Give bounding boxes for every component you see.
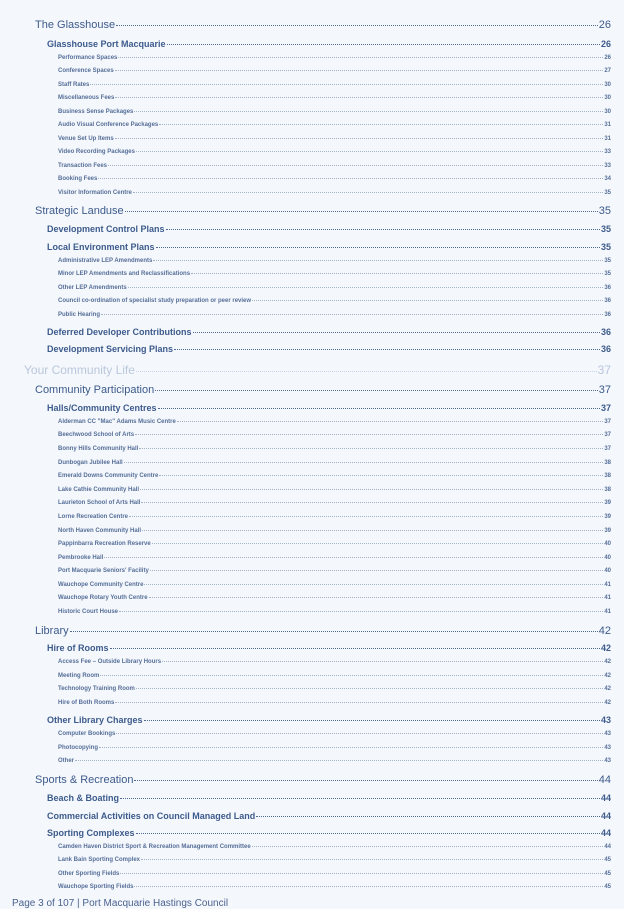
- toc-entry-page-number: 43: [600, 715, 611, 725]
- toc-entry-level-3[interactable]: [58, 528, 611, 534]
- toc-entry-page-number: 43: [604, 731, 611, 737]
- toc-entry-level-3[interactable]: [58, 285, 611, 291]
- toc-dot-leader: [136, 151, 603, 152]
- toc-entry-page-number: 39: [604, 528, 611, 534]
- toc-dot-leader: [128, 287, 604, 288]
- toc-entry-page-number: 44: [600, 828, 611, 838]
- toc-entry-title: Conference Spaces: [58, 68, 114, 74]
- toc-entry-title: Staff Rates: [58, 82, 90, 88]
- toc-dot-leader: [134, 780, 597, 781]
- toc-entry-title: Access Fee – Outside Library Hours: [58, 659, 162, 665]
- toc-entry-level-1[interactable]: [35, 19, 611, 31]
- toc-dot-leader: [152, 543, 604, 544]
- toc-entry-page-number: 30: [604, 95, 611, 101]
- toc-dot-leader: [115, 97, 603, 98]
- toc-entry-page-number: 37: [604, 432, 611, 438]
- toc-entry-level-2[interactable]: [47, 327, 611, 337]
- toc-dot-leader: [177, 421, 603, 422]
- toc-entry-title: Transaction Fees: [58, 163, 108, 169]
- toc-entry-level-3[interactable]: [58, 149, 611, 155]
- toc-dot-leader: [166, 229, 600, 230]
- toc-entry-title: Lorne Recreation Centre: [58, 514, 129, 520]
- toc-entry-page-number: 34: [604, 176, 611, 182]
- toc-entry-level-3[interactable]: [58, 271, 611, 277]
- toc-entry-level-3[interactable]: [58, 176, 611, 182]
- toc-entry-level-3[interactable]: [58, 745, 611, 751]
- toc-entry-title: Pappinbarra Recreation Reserve: [58, 541, 151, 547]
- toc-entry-title: Development Servicing Plans: [47, 344, 174, 354]
- toc-dot-leader: [136, 371, 597, 372]
- toc-entry-title: Development Control Plans: [47, 224, 165, 234]
- toc-entry-page-number: 38: [604, 473, 611, 479]
- toc-dot-leader: [162, 661, 603, 662]
- toc-dot-leader: [115, 138, 604, 139]
- toc-entry-level-3[interactable]: [58, 568, 611, 574]
- toc-entry-title: Alderman CC "Mac" Adams Music Centre: [58, 419, 176, 425]
- toc-entry-title: Sporting Complexes: [47, 828, 135, 838]
- toc-entry-page-number: 42: [598, 625, 611, 637]
- toc-dot-leader: [156, 247, 600, 248]
- toc-entry-title: Hire of Both Rooms: [58, 700, 115, 706]
- toc-entry-page-number: 31: [604, 136, 611, 142]
- toc-entry-page-number: 43: [604, 758, 611, 764]
- toc-dot-leader: [174, 349, 600, 350]
- toc-entry-page-number: 36: [600, 344, 611, 354]
- toc-entry-page-number: 27: [604, 68, 611, 74]
- toc-entry-title: Technology Training Room: [58, 686, 135, 692]
- toc-entry-level-3[interactable]: [58, 136, 611, 142]
- toc-dot-leader: [139, 448, 603, 449]
- toc-dot-leader: [150, 570, 604, 571]
- toc-entry-title: Meeting Room: [58, 673, 100, 679]
- toc-dot-leader: [90, 84, 603, 85]
- toc-entry-level-2[interactable]: [47, 811, 611, 821]
- toc-entry-page-number: 37: [604, 446, 611, 452]
- toc-entry-page-number: 41: [604, 582, 611, 588]
- toc-entry-level-2[interactable]: [47, 828, 611, 838]
- toc-dot-leader: [193, 332, 600, 333]
- toc-entry-page-number: 37: [598, 384, 611, 396]
- toc-entry-title: The Glasshouse: [35, 19, 116, 31]
- toc-entry-page-number: 35: [604, 258, 611, 264]
- toc-entry-level-2[interactable]: [47, 242, 611, 252]
- toc-dot-leader: [136, 833, 600, 834]
- toc-entry-level-2[interactable]: [47, 793, 611, 803]
- toc-entry-page-number: 44: [600, 793, 611, 803]
- toc-entry-level-3[interactable]: [58, 419, 611, 425]
- toc-entry-level-3[interactable]: [58, 857, 611, 863]
- toc-entry-page-number: 44: [604, 844, 611, 850]
- toc-entry-title: Local Environment Plans: [47, 242, 155, 252]
- toc-dot-leader: [129, 516, 603, 517]
- toc-entry-title: Public Hearing: [58, 312, 101, 318]
- toc-entry-page-number: 45: [604, 884, 611, 890]
- toc-entry-level-3[interactable]: [58, 884, 611, 890]
- toc-entry-page-number: 45: [604, 857, 611, 863]
- toc-dot-leader: [115, 702, 603, 703]
- toc-entry-level-3[interactable]: [58, 487, 611, 493]
- toc-entry-page-number: 33: [604, 149, 611, 155]
- toc-entry-title: Sports & Recreation: [35, 774, 134, 786]
- toc-entry-title: Port Macquarie Seniors' Facility: [58, 568, 149, 574]
- toc-entry-level-3[interactable]: [58, 298, 611, 304]
- toc-dot-leader: [75, 760, 603, 761]
- toc-entry-title: Minor LEP Amendments and Reclassifications: [58, 271, 191, 277]
- toc-entry-page-number: 41: [604, 609, 611, 615]
- toc-dot-leader: [124, 462, 604, 463]
- toc-entry-title: Other: [58, 758, 75, 764]
- toc-entry-level-3[interactable]: [58, 700, 611, 706]
- toc-entry-title: Hire of Rooms: [47, 643, 109, 653]
- toc-dot-leader: [119, 611, 603, 612]
- toc-entry-page-number: 35: [604, 271, 611, 277]
- toc-entry-title: Wauchope Rotary Youth Centre: [58, 595, 148, 601]
- toc-entry-title: Audio Visual Conference Packages: [58, 122, 159, 128]
- toc-dot-leader: [159, 124, 603, 125]
- toc-dot-leader: [120, 873, 603, 874]
- toc-entry-page-number: 30: [604, 109, 611, 115]
- toc-entry-page-number: 42: [604, 686, 611, 692]
- toc-entry-level-3[interactable]: [58, 595, 611, 601]
- toc-entry-level-2[interactable]: [47, 344, 611, 354]
- toc-dot-leader: [167, 44, 600, 45]
- toc-entry-title: Pembrooke Hall: [58, 555, 104, 561]
- toc-entry-page-number: 40: [604, 555, 611, 561]
- toc-entry-level-3[interactable]: [58, 582, 611, 588]
- toc-entry-level-2[interactable]: [47, 715, 611, 725]
- toc-dot-leader: [104, 557, 603, 558]
- toc-entry-title: Visitor Information Centre: [58, 190, 132, 196]
- toc-entry-title: North Haven Community Hall: [58, 528, 142, 534]
- toc-dot-leader: [256, 816, 600, 817]
- toc-entry-title: Lank Bain Sporting Complex: [58, 857, 141, 863]
- toc-dot-leader: [155, 390, 598, 391]
- toc-entry-level-3[interactable]: [58, 460, 611, 466]
- toc-dot-leader: [116, 25, 598, 26]
- toc-entry-page-number: 30: [604, 82, 611, 88]
- toc-entry-page-number: 36: [600, 327, 611, 337]
- toc-entry-level-1[interactable]: [35, 384, 611, 396]
- toc-entry-title: Photocopying: [58, 745, 98, 751]
- toc-entry-title: Business Sense Packages: [58, 109, 134, 115]
- toc-entry-title: Camden Haven District Sport & Recreation Management Committee: [58, 844, 251, 850]
- toc-dot-leader: [144, 720, 600, 721]
- toc-dot-leader: [134, 111, 603, 112]
- toc-entry-level-3[interactable]: [58, 68, 611, 74]
- toc-entry-title: Other Library Charges: [47, 715, 143, 725]
- toc-dot-leader: [98, 178, 603, 179]
- toc-entry-level-3[interactable]: [58, 312, 611, 318]
- toc-entry-page-number: 42: [600, 643, 611, 653]
- toc-entry-page-number: 35: [600, 242, 611, 252]
- toc-dot-leader: [133, 192, 603, 193]
- toc-entry-title: Wauchope Sporting Fields: [58, 884, 134, 890]
- toc-entry-level-3[interactable]: [58, 514, 611, 520]
- toc-entry-title: Booking Fees: [58, 176, 98, 182]
- toc-entry-title: Your Community Life: [24, 363, 135, 377]
- toc-entry-level-3[interactable]: [58, 609, 611, 615]
- toc-entry-title: Miscellaneous Fees: [58, 95, 115, 101]
- page-footer: Page 3 of 107 | Port Macquarie Hastings Council: [12, 898, 229, 909]
- toc-entry-page-number: 42: [604, 659, 611, 665]
- toc-entry-level-3[interactable]: [58, 555, 611, 561]
- toc-entry-title: Dunbogan Jubilee Hall: [58, 460, 123, 466]
- toc-entry-level-3[interactable]: [58, 163, 611, 169]
- toc-entry-page-number: 26: [598, 19, 611, 31]
- toc-entry-level-1[interactable]: [35, 774, 611, 786]
- toc-entry-title: Administrative LEP Amendments: [58, 258, 153, 264]
- toc-entry-page-number: 39: [604, 500, 611, 506]
- toc-entry-title: Library: [35, 625, 69, 637]
- toc-dot-leader: [144, 584, 603, 585]
- toc-entry-page-number: 41: [604, 595, 611, 601]
- toc-dot-leader: [142, 530, 603, 531]
- toc-entry-page-number: 26: [604, 55, 611, 61]
- toc-entry-page-number: 37: [597, 363, 611, 377]
- toc-entry-level-3[interactable]: [58, 432, 611, 438]
- toc-dot-leader: [70, 631, 598, 632]
- toc-dot-leader: [141, 859, 603, 860]
- toc-dot-leader: [149, 597, 604, 598]
- toc-entry-title: Council co-ordination of specialist study preparation or peer review: [58, 298, 252, 304]
- toc-entry-level-3[interactable]: [58, 758, 611, 764]
- toc-entry-title: Bonny Hills Community Hall: [58, 446, 139, 452]
- toc-entry-title: Beach & Boating: [47, 793, 120, 803]
- toc-entry-title: Beechwood School of Arts: [58, 432, 135, 438]
- toc-dot-leader: [158, 408, 600, 409]
- toc-entry-title: Wauchope Community Centre: [58, 582, 144, 588]
- toc-dot-leader: [134, 886, 603, 887]
- toc-entry-title: Lake Cathie Community Hall: [58, 487, 140, 493]
- toc-entry-title: Commercial Activities on Council Managed Land: [47, 811, 256, 821]
- toc-dot-leader: [135, 434, 603, 435]
- toc-entry-title: Other Sporting Fields: [58, 871, 120, 877]
- toc-entry-level-3[interactable]: [58, 122, 611, 128]
- toc-dot-leader: [159, 475, 603, 476]
- toc-dot-leader: [108, 165, 603, 166]
- toc-entry-title: Deferred Developer Contributions: [47, 327, 192, 337]
- toc-dot-leader: [125, 211, 598, 212]
- toc-dot-leader: [141, 502, 603, 503]
- toc-dot-leader: [101, 314, 603, 315]
- toc-entry-level-3[interactable]: [58, 541, 611, 547]
- toc-entry-page-number: 38: [604, 460, 611, 466]
- toc-entry-page-number: 40: [604, 541, 611, 547]
- toc-dot-leader: [110, 648, 600, 649]
- toc-entry-title: Computer Bookings: [58, 731, 116, 737]
- toc-entry-title: Emerald Downs Community Centre: [58, 473, 159, 479]
- toc-dot-leader: [136, 688, 603, 689]
- toc-entry-page-number: 38: [604, 487, 611, 493]
- toc-entry-level-3[interactable]: [58, 55, 611, 61]
- toc-entry-title: Strategic Landuse: [35, 205, 124, 217]
- toc-entry-title: Historic Court House: [58, 609, 119, 615]
- toc-entry-level-3[interactable]: [58, 500, 611, 506]
- toc-entry-page-number: 42: [604, 700, 611, 706]
- toc-dot-leader: [191, 273, 603, 274]
- toc-entry-page-number: 36: [604, 312, 611, 318]
- toc-entry-level-2[interactable]: [47, 643, 611, 653]
- toc-entry-level-1[interactable]: [35, 205, 611, 217]
- toc-entry-title: Video Recording Packages: [58, 149, 135, 155]
- toc-entry-level-3[interactable]: [58, 731, 611, 737]
- toc-dot-leader: [140, 489, 603, 490]
- toc-entry-level-3[interactable]: [58, 844, 611, 850]
- toc-entry-page-number: 26: [600, 39, 611, 49]
- toc-entry-level-3[interactable]: [58, 673, 611, 679]
- toc-entry-level-3[interactable]: [58, 659, 611, 665]
- toc-entry-page-number: 31: [604, 122, 611, 128]
- toc-dot-leader: [100, 675, 603, 676]
- toc-entry-page-number: 37: [600, 403, 611, 413]
- toc-entry-level-0[interactable]: [24, 363, 611, 377]
- toc-dot-leader: [153, 260, 603, 261]
- toc-entry-level-3[interactable]: [58, 473, 611, 479]
- toc-entry-page-number: 40: [604, 568, 611, 574]
- toc-entry-title: Performance Spaces: [58, 55, 118, 61]
- toc-entry-level-3[interactable]: [58, 258, 611, 264]
- toc-entry-level-3[interactable]: [58, 686, 611, 692]
- toc-entry-title: Halls/Community Centres: [47, 403, 157, 413]
- toc-entry-page-number: 36: [604, 285, 611, 291]
- toc-entry-level-3[interactable]: [58, 871, 611, 877]
- toc-dot-leader: [252, 846, 604, 847]
- toc-dot-leader: [120, 798, 600, 799]
- toc-entry-page-number: 45: [604, 871, 611, 877]
- toc-entry-page-number: 44: [598, 774, 611, 786]
- toc-entry-level-2[interactable]: [47, 39, 611, 49]
- toc-dot-leader: [252, 300, 603, 301]
- toc-entry-title: Venue Set Up Items: [58, 136, 114, 142]
- toc-entry-page-number: 35: [600, 224, 611, 234]
- toc-dot-leader: [118, 57, 603, 58]
- toc-entry-level-1[interactable]: [35, 625, 611, 637]
- toc-entry-page-number: 35: [604, 190, 611, 196]
- toc-entry-level-3[interactable]: [58, 109, 611, 115]
- toc-entry-page-number: 42: [604, 673, 611, 679]
- toc-entry-title: Glasshouse Port Macquarie: [47, 39, 166, 49]
- toc-entry-page-number: 39: [604, 514, 611, 520]
- toc-entry-level-3[interactable]: [58, 446, 611, 452]
- toc-entry-level-2[interactable]: [47, 403, 611, 413]
- toc-entry-page-number: 36: [604, 298, 611, 304]
- toc-entry-page-number: 37: [604, 419, 611, 425]
- toc-entry-level-3[interactable]: [58, 190, 611, 196]
- toc-entry-level-2[interactable]: [47, 224, 611, 234]
- toc-entry-page-number: 33: [604, 163, 611, 169]
- toc-entry-title: Community Participation: [35, 384, 155, 396]
- toc-entry-level-3[interactable]: [58, 82, 611, 88]
- toc-dot-leader: [115, 70, 604, 71]
- toc-entry-title: Other LEP Amendments: [58, 285, 127, 291]
- toc-entry-page-number: 43: [604, 745, 611, 751]
- toc-entry-title: Laurieton School of Arts Hall: [58, 500, 141, 506]
- toc-dot-leader: [99, 747, 603, 748]
- toc-dot-leader: [116, 733, 603, 734]
- toc-entry-level-3[interactable]: [58, 95, 611, 101]
- toc-entry-page-number: 44: [600, 811, 611, 821]
- toc-entry-page-number: 35: [598, 205, 611, 217]
